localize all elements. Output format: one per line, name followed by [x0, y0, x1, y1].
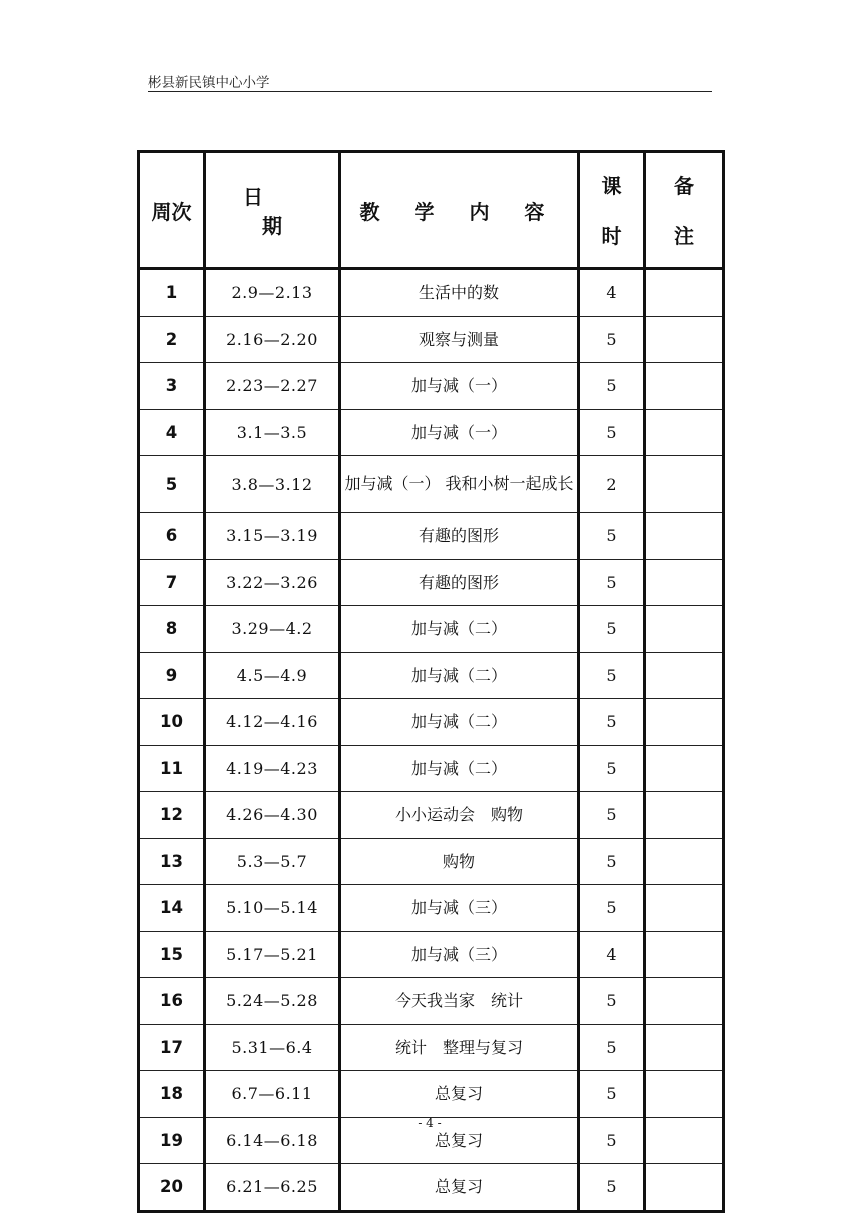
content-cell: 总复习	[340, 1164, 579, 1212]
header-date: 日 期	[205, 152, 340, 269]
table-row	[139, 409, 724, 456]
week-cell: 10	[139, 699, 205, 746]
week-cell: 17	[139, 1024, 205, 1071]
table-row	[139, 885, 724, 932]
table-row	[139, 606, 724, 653]
week-cell: 2	[139, 316, 205, 363]
notes-cell	[645, 456, 724, 513]
table-header-row	[139, 152, 724, 269]
header-content: 教 学 内 容	[340, 152, 579, 269]
week-cell: 13	[139, 838, 205, 885]
header-rule	[148, 91, 712, 92]
hours-cell: 5	[579, 792, 645, 839]
date-cell: 2.16—2.20	[205, 316, 340, 363]
date-cell: 4.19—4.23	[205, 745, 340, 792]
hours-cell: 5	[579, 513, 645, 560]
notes-cell	[645, 316, 724, 363]
table-row	[139, 269, 724, 317]
hours-cell: 5	[579, 409, 645, 456]
notes-cell	[645, 513, 724, 560]
content-cell: 生活中的数	[340, 269, 579, 317]
table-row	[139, 838, 724, 885]
hours-cell: 5	[579, 1164, 645, 1212]
table-row	[139, 931, 724, 978]
week-cell: 19	[139, 1117, 205, 1164]
hours-cell: 5	[579, 652, 645, 699]
hours-cell: 5	[579, 1071, 645, 1118]
date-cell: 6.21—6.25	[205, 1164, 340, 1212]
week-cell: 3	[139, 363, 205, 410]
hours-cell: 5	[579, 606, 645, 653]
hours-cell: 5	[579, 745, 645, 792]
date-cell: 3.29—4.2	[205, 606, 340, 653]
week-cell: 9	[139, 652, 205, 699]
header-hours: 课 时	[579, 152, 645, 269]
notes-cell	[645, 652, 724, 699]
notes-cell	[645, 792, 724, 839]
hours-cell: 5	[579, 559, 645, 606]
week-cell: 6	[139, 513, 205, 560]
date-cell: 5.3—5.7	[205, 838, 340, 885]
date-cell: 5.10—5.14	[205, 885, 340, 932]
table-row	[139, 652, 724, 699]
table-row	[139, 699, 724, 746]
date-cell: 4.5—4.9	[205, 652, 340, 699]
notes-cell	[645, 838, 724, 885]
content-cell: 加与减（一）	[340, 409, 579, 456]
date-cell: 5.17—5.21	[205, 931, 340, 978]
header-notes: 备 注	[645, 152, 724, 269]
teaching-schedule-table	[137, 150, 725, 1213]
content-cell: 总复习	[340, 1117, 579, 1164]
table-row	[139, 978, 724, 1025]
notes-cell	[645, 1024, 724, 1071]
week-cell: 8	[139, 606, 205, 653]
table-row	[139, 316, 724, 363]
week-cell: 7	[139, 559, 205, 606]
hours-cell: 5	[579, 316, 645, 363]
week-cell: 14	[139, 885, 205, 932]
week-cell: 16	[139, 978, 205, 1025]
hours-cell: 5	[579, 885, 645, 932]
week-cell: 20	[139, 1164, 205, 1212]
table-row	[139, 792, 724, 839]
hours-cell: 5	[579, 978, 645, 1025]
date-cell: 3.15—3.19	[205, 513, 340, 560]
week-cell: 12	[139, 792, 205, 839]
notes-cell	[645, 1164, 724, 1212]
table-row	[139, 559, 724, 606]
table-row	[139, 456, 724, 513]
notes-cell	[645, 1071, 724, 1118]
week-cell: 18	[139, 1071, 205, 1118]
week-cell: 1	[139, 269, 205, 317]
content-cell: 购物	[340, 838, 579, 885]
table-row	[139, 745, 724, 792]
notes-cell	[645, 745, 724, 792]
notes-cell	[645, 699, 724, 746]
notes-cell	[645, 931, 724, 978]
date-cell: 3.8—3.12	[205, 456, 340, 513]
content-cell: 今天我当家 统计	[340, 978, 579, 1025]
content-cell: 有趣的图形	[340, 513, 579, 560]
content-cell: 有趣的图形	[340, 559, 579, 606]
content-cell: 加与减（二）	[340, 652, 579, 699]
content-cell: 加与减（二）	[340, 606, 579, 653]
week-cell: 5	[139, 456, 205, 513]
content-cell: 统计 整理与复习	[340, 1024, 579, 1071]
notes-cell	[645, 363, 724, 410]
week-cell: 15	[139, 931, 205, 978]
content-cell: 加与减（一） 我和小树一起成长	[340, 456, 579, 513]
content-cell: 加与减（二）	[340, 699, 579, 746]
date-cell: 5.24—5.28	[205, 978, 340, 1025]
notes-cell	[645, 885, 724, 932]
hours-cell: 5	[579, 838, 645, 885]
hours-cell: 2	[579, 456, 645, 513]
hours-cell: 5	[579, 699, 645, 746]
table-row	[139, 1164, 724, 1212]
page-number: - 4 -	[418, 1116, 442, 1130]
content-cell: 加与减（二）	[340, 745, 579, 792]
notes-cell	[645, 978, 724, 1025]
date-cell: 6.14—6.18	[205, 1117, 340, 1164]
hours-cell: 4	[579, 269, 645, 317]
content-cell: 总复习	[340, 1071, 579, 1118]
hours-cell: 4	[579, 931, 645, 978]
content-cell: 加与减（三）	[340, 885, 579, 932]
content-cell: 加与减（一）	[340, 363, 579, 410]
content-cell: 小小运动会 购物	[340, 792, 579, 839]
content-cell: 加与减（三）	[340, 931, 579, 978]
date-cell: 4.26—4.30	[205, 792, 340, 839]
date-cell: 3.22—3.26	[205, 559, 340, 606]
header-week: 周次	[139, 152, 205, 269]
date-cell: 2.9—2.13	[205, 269, 340, 317]
week-cell: 4	[139, 409, 205, 456]
hours-cell: 5	[579, 363, 645, 410]
table-row	[139, 363, 724, 410]
date-cell: 5.31—6.4	[205, 1024, 340, 1071]
notes-cell	[645, 559, 724, 606]
table-row	[139, 513, 724, 560]
date-cell: 6.7—6.11	[205, 1071, 340, 1118]
school-name: 彬县新民镇中心小学	[148, 75, 270, 91]
date-cell: 3.1—3.5	[205, 409, 340, 456]
table-row	[139, 1024, 724, 1071]
hours-cell: 5	[579, 1024, 645, 1071]
table-row	[139, 1071, 724, 1118]
date-cell: 4.12—4.16	[205, 699, 340, 746]
date-cell: 2.23—2.27	[205, 363, 340, 410]
notes-cell	[645, 606, 724, 653]
hours-cell: 5	[579, 1117, 645, 1164]
content-cell: 观察与测量	[340, 316, 579, 363]
week-cell: 11	[139, 745, 205, 792]
notes-cell	[645, 409, 724, 456]
notes-cell	[645, 269, 724, 317]
